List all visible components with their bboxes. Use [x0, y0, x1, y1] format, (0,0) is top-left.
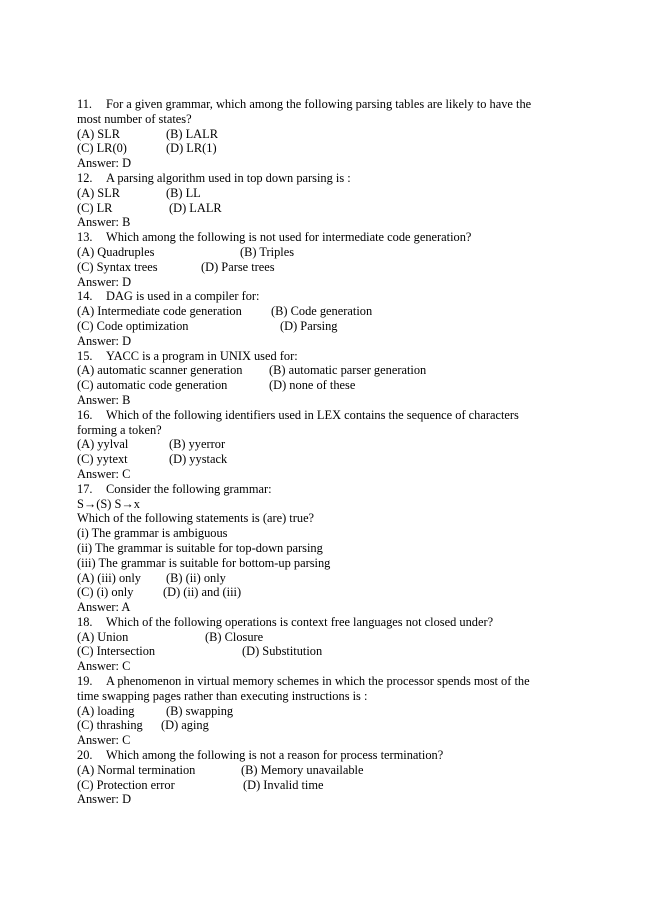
question-text: S→(S) S→x — [77, 496, 140, 511]
option: (A) loading — [77, 703, 135, 718]
option-row — [77, 186, 577, 201]
option: (C) LR(0) — [77, 141, 127, 156]
question-text: Consider the following grammar: — [106, 481, 272, 496]
question-text: Which among the following is not used for intermediate code generation? — [106, 230, 472, 245]
question-line-continued — [77, 556, 577, 571]
question-text: (ii) The grammar is suitable for top-down parsing — [77, 540, 323, 555]
option-row — [77, 718, 577, 733]
question-number: 18. — [77, 614, 93, 629]
question-list — [77, 97, 577, 807]
answer-line: Answer: A — [77, 600, 131, 615]
question-block — [77, 408, 577, 482]
option: (B) (ii) only — [166, 570, 226, 585]
question-block — [77, 482, 577, 615]
question-number: 20. — [77, 748, 93, 763]
question-block — [77, 748, 577, 807]
option: (B) swapping — [166, 703, 234, 718]
question-text: A parsing algorithm used in top down parsing is : — [106, 170, 351, 185]
option-row — [77, 378, 577, 393]
option: (A) automatic scanner generation — [77, 363, 243, 378]
answer-line: Answer: D — [77, 156, 132, 171]
question-block — [77, 674, 577, 748]
option: (D) aging — [161, 718, 209, 733]
question-line — [77, 408, 577, 423]
option: (B) Triples — [240, 244, 295, 259]
option-row — [77, 245, 577, 260]
question-line-continued — [77, 112, 577, 127]
option: (D) Substitution — [242, 644, 323, 659]
option: (B) yyerror — [169, 437, 226, 452]
option-row — [77, 363, 577, 378]
option: (D) LR(1) — [166, 141, 217, 156]
option-row — [77, 630, 577, 645]
question-line — [77, 171, 577, 186]
question-block — [77, 349, 577, 408]
answer-line: Answer: B — [77, 392, 131, 407]
option: (B) Code generation — [271, 304, 373, 319]
answer-line: Answer: C — [77, 466, 131, 481]
question-line-continued — [77, 511, 577, 526]
option-row — [77, 304, 577, 319]
option: (C) Code optimization — [77, 318, 189, 333]
question-text: A phenomenon in virtual memory schemes in which the processor spends most of the — [106, 674, 530, 689]
question-number: 17. — [77, 481, 93, 496]
option: (C) Intersection — [77, 644, 156, 659]
option: (B) Memory unavailable — [241, 762, 364, 777]
question-number: 16. — [77, 407, 93, 422]
option-row — [77, 704, 577, 719]
question-text: For a given grammar, which among the following parsing tables are likely to have the — [106, 97, 532, 111]
option-row — [77, 585, 577, 600]
question-line — [77, 748, 577, 763]
option-row — [77, 571, 577, 586]
option: (A) SLR — [77, 185, 121, 200]
question-text: Which of the following operations is context free languages not closed under? — [106, 614, 494, 629]
option-row — [77, 763, 577, 778]
question-line-continued — [77, 689, 577, 704]
option: (D) LALR — [169, 200, 222, 215]
answer-line: Answer: B — [77, 215, 131, 230]
question-text: most number of states? — [77, 111, 192, 126]
question-block — [77, 615, 577, 674]
option: (A) Union — [77, 629, 129, 644]
option-row — [77, 201, 577, 216]
option: (C) LR — [77, 200, 113, 215]
option: (D) none of these — [269, 378, 356, 393]
question-line-continued — [77, 497, 577, 512]
question-text: (i) The grammar is ambiguous — [77, 526, 228, 541]
option: (A) yylval — [77, 437, 129, 452]
question-line — [77, 482, 577, 497]
question-line — [77, 289, 577, 304]
question-block — [77, 97, 577, 171]
question-number: 19. — [77, 674, 93, 689]
option: (D) Parse trees — [201, 259, 275, 274]
question-number: 12. — [77, 170, 93, 185]
option: (D) yystack — [169, 452, 228, 467]
option-row — [77, 437, 577, 452]
option: (A) Normal termination — [77, 762, 196, 777]
question-line-continued — [77, 423, 577, 438]
question-text: DAG is used in a compiler for: — [106, 289, 260, 304]
question-number: 14. — [77, 289, 93, 304]
option: (A) Intermediate code generation — [77, 304, 242, 319]
answer-line: Answer: C — [77, 659, 131, 674]
question-number: 11. — [77, 97, 93, 111]
option: (C) thrashing — [77, 718, 143, 733]
question-text: Which of the following statements is (are) true? — [77, 511, 315, 526]
question-number: 13. — [77, 230, 93, 245]
option: (B) LL — [166, 185, 201, 200]
option: (C) yytext — [77, 452, 128, 467]
question-line-continued — [77, 526, 577, 541]
option-row — [77, 260, 577, 275]
option-row — [77, 452, 577, 467]
option: (A) SLR — [77, 126, 121, 141]
question-line-continued — [77, 541, 577, 556]
option: (C) Protection error — [77, 777, 175, 792]
option: (D) Parsing — [280, 318, 338, 333]
option: (A) (iii) only — [77, 570, 142, 585]
option-row — [77, 644, 577, 659]
question-line — [77, 674, 577, 689]
question-text: (iii) The grammar is suitable for bottom-up parsing — [77, 555, 331, 570]
option: (B) Closure — [205, 629, 264, 644]
question-block — [77, 230, 577, 289]
question-text: YACC is a program in UNIX used for: — [106, 348, 298, 363]
question-text: time swapping pages rather than executing instructions is : — [77, 688, 368, 703]
question-line — [77, 349, 577, 364]
answer-line: Answer: D — [77, 274, 132, 289]
option: (B) LALR — [166, 126, 218, 141]
question-block — [77, 289, 577, 348]
answer-line: Answer: C — [77, 733, 131, 748]
option: (A) Quadruples — [77, 244, 155, 259]
question-text: Which among the following is not a reason for process termination? — [106, 748, 444, 763]
option: (B) automatic parser generation — [269, 363, 427, 378]
option: (D) Invalid time — [243, 777, 324, 792]
option: (D) (ii) and (iii) — [163, 585, 242, 600]
option-row — [77, 127, 577, 142]
question-line — [77, 97, 577, 112]
question-number: 15. — [77, 348, 93, 363]
question-line — [77, 230, 577, 245]
answer-line: Answer: D — [77, 333, 132, 348]
question-line — [77, 615, 577, 630]
option-row — [77, 319, 577, 334]
question-block — [77, 171, 577, 230]
question-text: Which of the following identifiers used in LEX contains the sequence of characters — [106, 407, 519, 422]
option: (C) (i) only — [77, 585, 134, 600]
answer-line: Answer: D — [77, 792, 132, 807]
option-row — [77, 778, 577, 793]
question-text: forming a token? — [77, 422, 162, 437]
option: (C) Syntax trees — [77, 259, 158, 274]
option: (C) automatic code generation — [77, 378, 228, 393]
option-row — [77, 141, 577, 156]
